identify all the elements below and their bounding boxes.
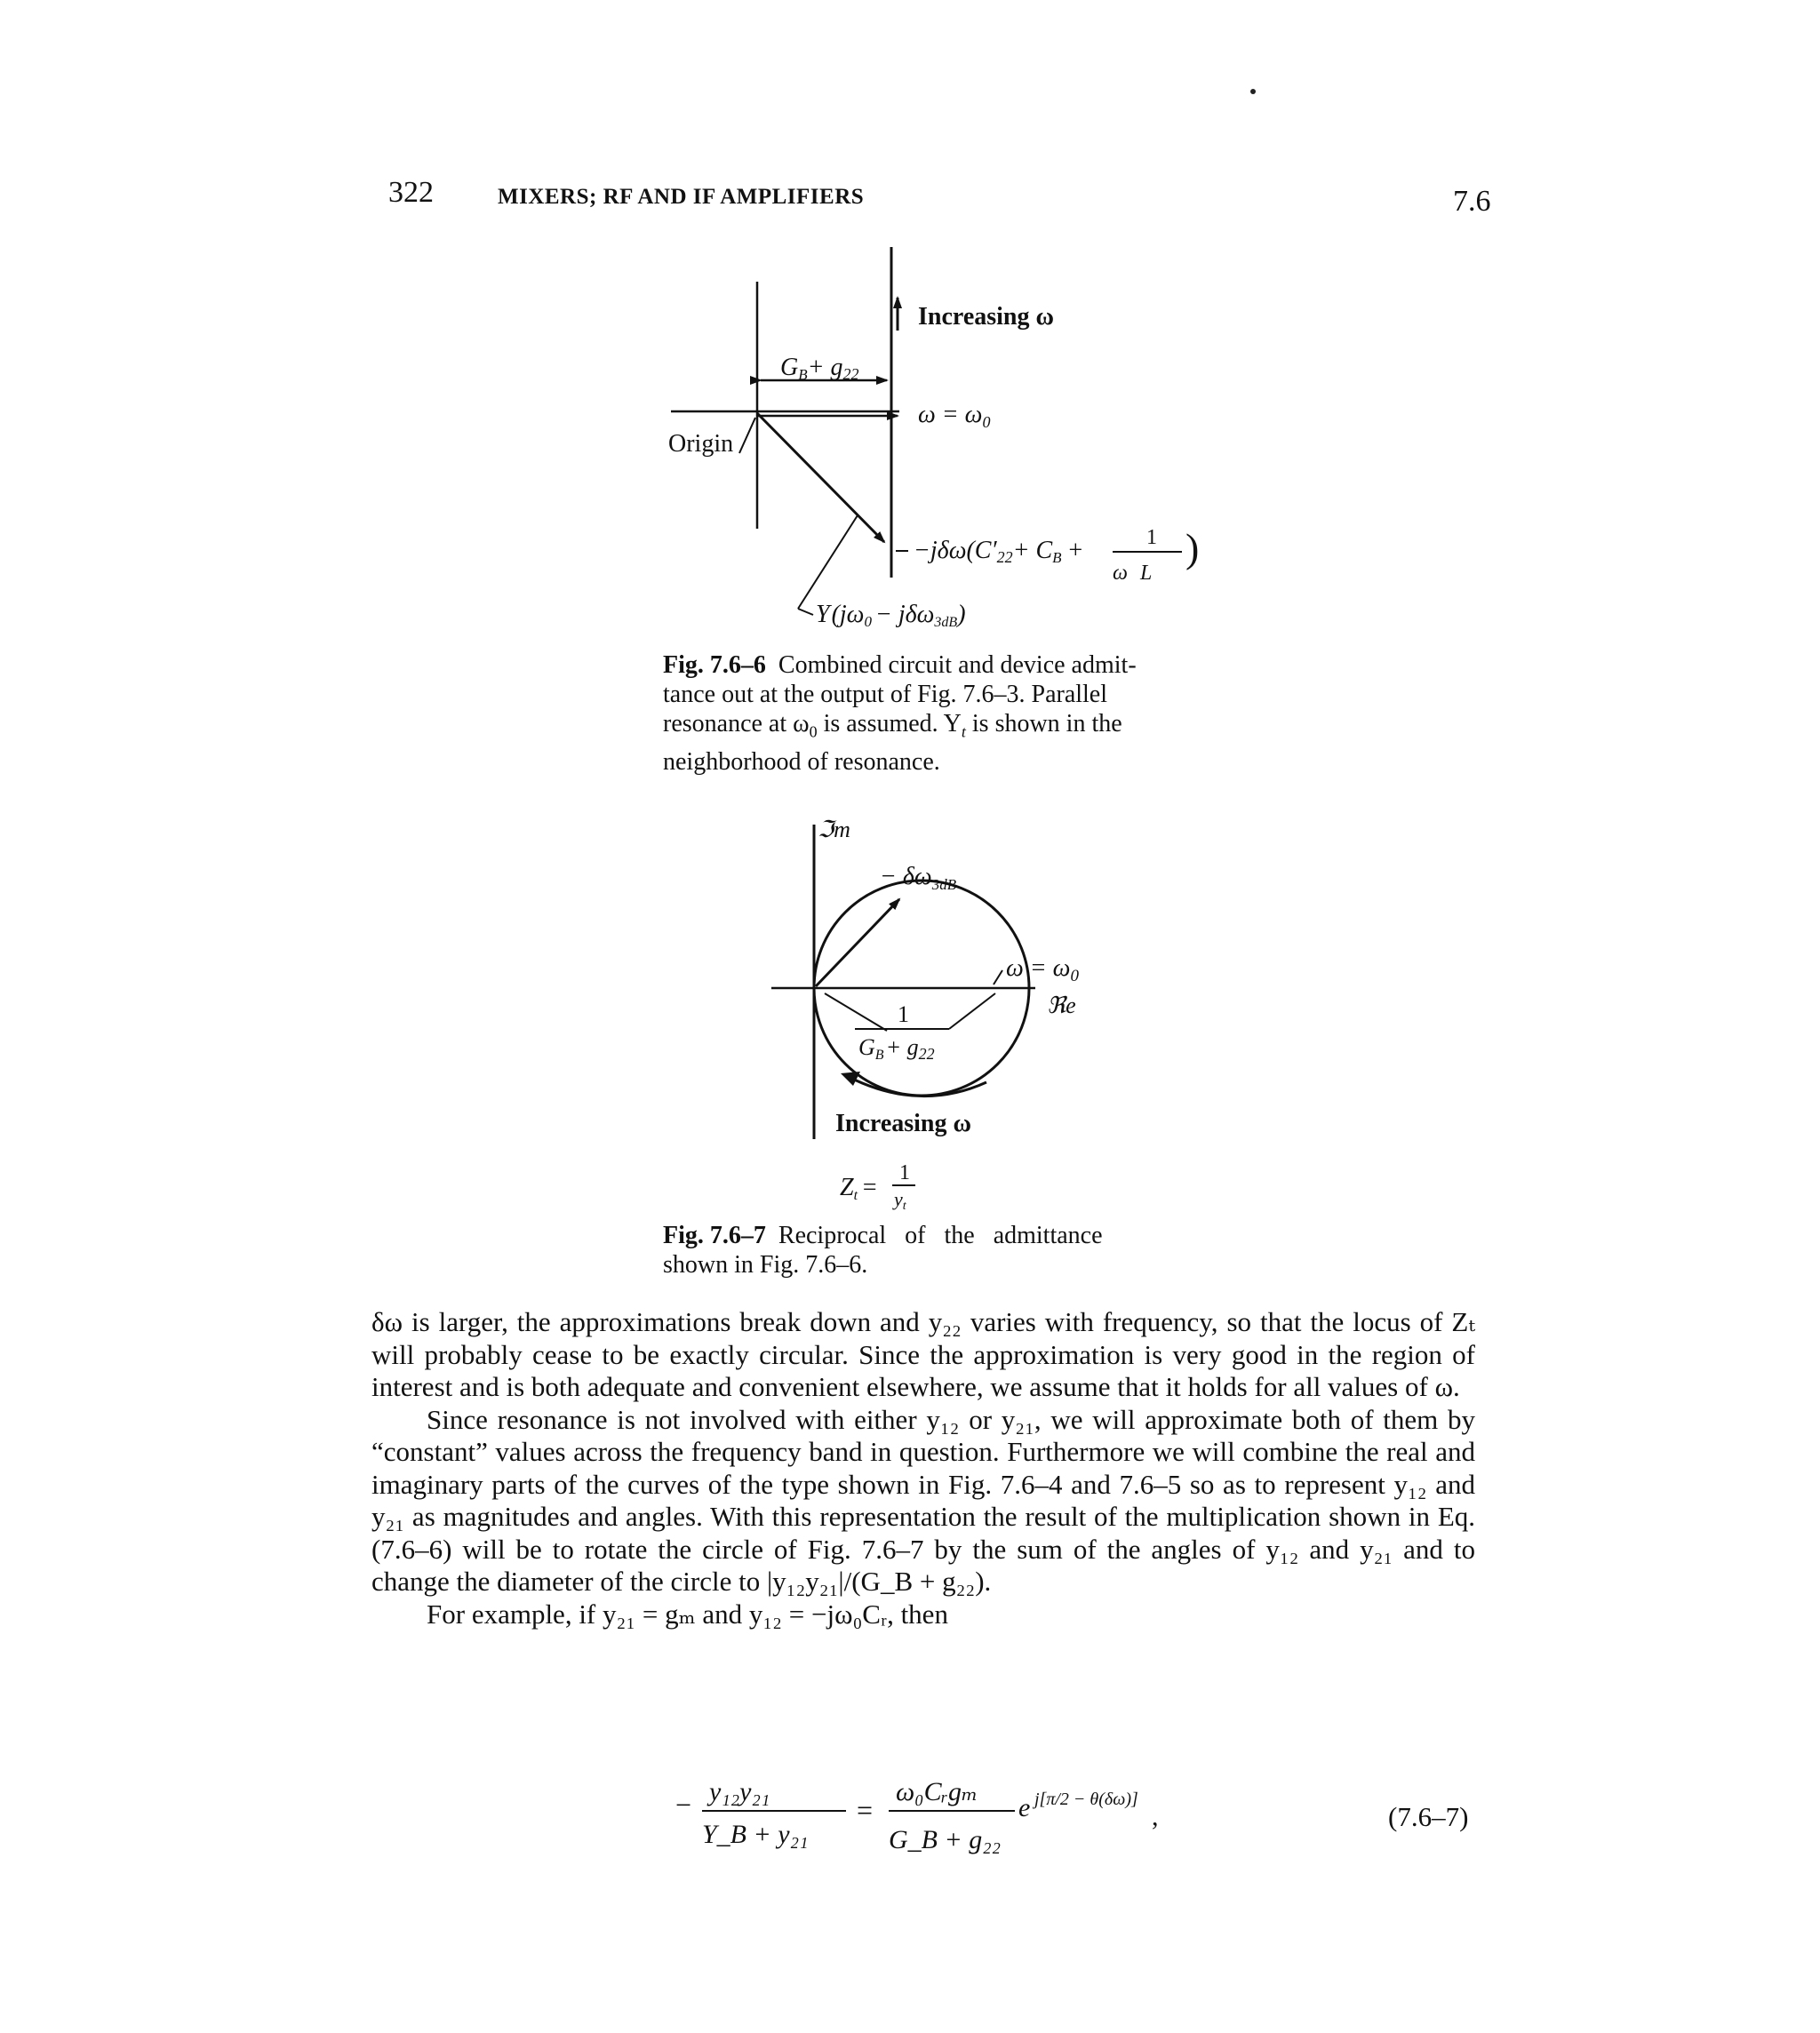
page-number: 322	[388, 176, 434, 209]
eq-comma: ,	[1152, 1802, 1159, 1831]
fig1-label-conductance: GB+ g22	[780, 354, 859, 383]
caption-label: Fig. 7.6–7	[663, 1222, 766, 1249]
figure-caption-7-6-7: Fig. 7.6–7 Reciprocal of the admittance shown in Fig. 7.6–6.	[663, 1222, 1103, 1279]
paragraph: Since resonance is not involved with either y₁₂ or y₂₁, we will approximate both of them by “constant” values across the frequency band in question. Furthermore we will combine the real and imaginary parts of the curves of the type shown in Fig. 7.6–4 and 7.6–5 so as to represent y₁₂ and y₂₁ as magnitudes and angles. With this representation the result of the multiplication shown in Eq. (7.6–6) will be to rotate the circle of Fig. 7.6–7 by the sum of the angles of y₁₂ and y₂₁ and to change the diameter of the circle to |y₁₂y₂₁|/(G_B + g₂₂).	[371, 1403, 1475, 1597]
fig2-diameter-left	[825, 993, 887, 1031]
figure-caption-7-6-6: Fig. 7.6–6 Combined circuit and device admit- tance out at the output of Fig. 7.6–3. Parallel resonance at $\omega_0$ is assumed. $Y_t$ is shown in the neighborhood of resonance.	[663, 651, 1137, 776]
fig2-diameter-right	[949, 993, 995, 1029]
fig2-omega-leader	[994, 970, 1002, 985]
fig2-label-delta: − $\delta\omega_{3dB}$	[880, 863, 957, 893]
section-number: 7.6	[1453, 185, 1491, 218]
fig1-origin-leader	[739, 418, 755, 453]
fig2-frac-den: GB+ g22	[858, 1034, 935, 1063]
svg-text:−: −	[675, 1789, 692, 1821]
equation-7-6-7	[675, 1768, 1084, 1866]
fig2-label-increasing: Increasing ω	[835, 1110, 971, 1137]
eq-lhs-denominator: Y_B + y₂₁	[702, 1820, 809, 1849]
fig2-z-frac-num: 1	[899, 1161, 910, 1184]
caption-label: Fig. 7.6–6	[663, 651, 766, 679]
eq-rhs-numerator: ω₀Cᵣgₘ	[896, 1777, 978, 1806]
fig1-yt-leader-tick	[798, 609, 813, 615]
paragraph: For example, if y₂₁ = gₘ and y₁₂ = −jω₀Cᵣ, then	[427, 1598, 948, 1630]
fig2-radius-vector	[816, 899, 899, 986]
fig2-label-im: ℑm	[818, 817, 850, 842]
svg-text:e: e	[1018, 1793, 1031, 1822]
fig1-frac-num: 1	[1146, 526, 1157, 549]
running-header-title: MIXERS; RF AND IF AMPLIFIERS	[498, 185, 865, 209]
fig1-label-origin: Origin	[668, 430, 734, 458]
fig2-z-frac-den: yt	[894, 1188, 906, 1213]
svg-text:=: =	[857, 1794, 874, 1826]
eq-lhs-numerator: y₁₂y₂₁	[709, 1777, 770, 1806]
fig2-label-omega-eq: $\omega = \omega_0$	[1006, 954, 1079, 985]
fig1-label-susceptance: −jδω(C′22+ CB +	[914, 537, 1084, 566]
fig1-paren-close: )	[1185, 525, 1200, 570]
fig2-label-re: ℜe	[1047, 993, 1076, 1018]
fig1-admittance-vector	[757, 413, 884, 542]
fig2-increasing-arrowhead	[841, 1072, 860, 1086]
eq-rhs-denominator: G_B + g₂₂	[889, 1825, 1002, 1854]
fig1-label-omega-eq: $\omega = \omega_0$	[918, 401, 991, 431]
body-text	[371, 1306, 1475, 1630]
paragraph: δω is larger, the approximations break down and y₂₂ varies with frequency, so that the locus of Zₜ will probably cease to be exactly circular. Since the approximation is very good in the region of interest and is both adequate and convenient elsewhere, we assume that it holds for all values of ω.	[371, 1306, 1475, 1402]
fig2-label-z: Zt =	[840, 1174, 878, 1203]
fig1-label-increasing: Increasing ω	[918, 303, 1054, 331]
eq-exponent: j[π/2 − θ(δω)]	[1034, 1790, 1138, 1809]
fig1-label-yt: Y(jω0 − jδω3dB)	[816, 601, 966, 630]
fig1-frac-den: ω L	[1113, 562, 1153, 585]
fig2-frac-num: 1	[898, 1001, 909, 1027]
equation-number: (7.6–7)	[1388, 1801, 1469, 1832]
fig1-yt-leader	[798, 515, 858, 609]
